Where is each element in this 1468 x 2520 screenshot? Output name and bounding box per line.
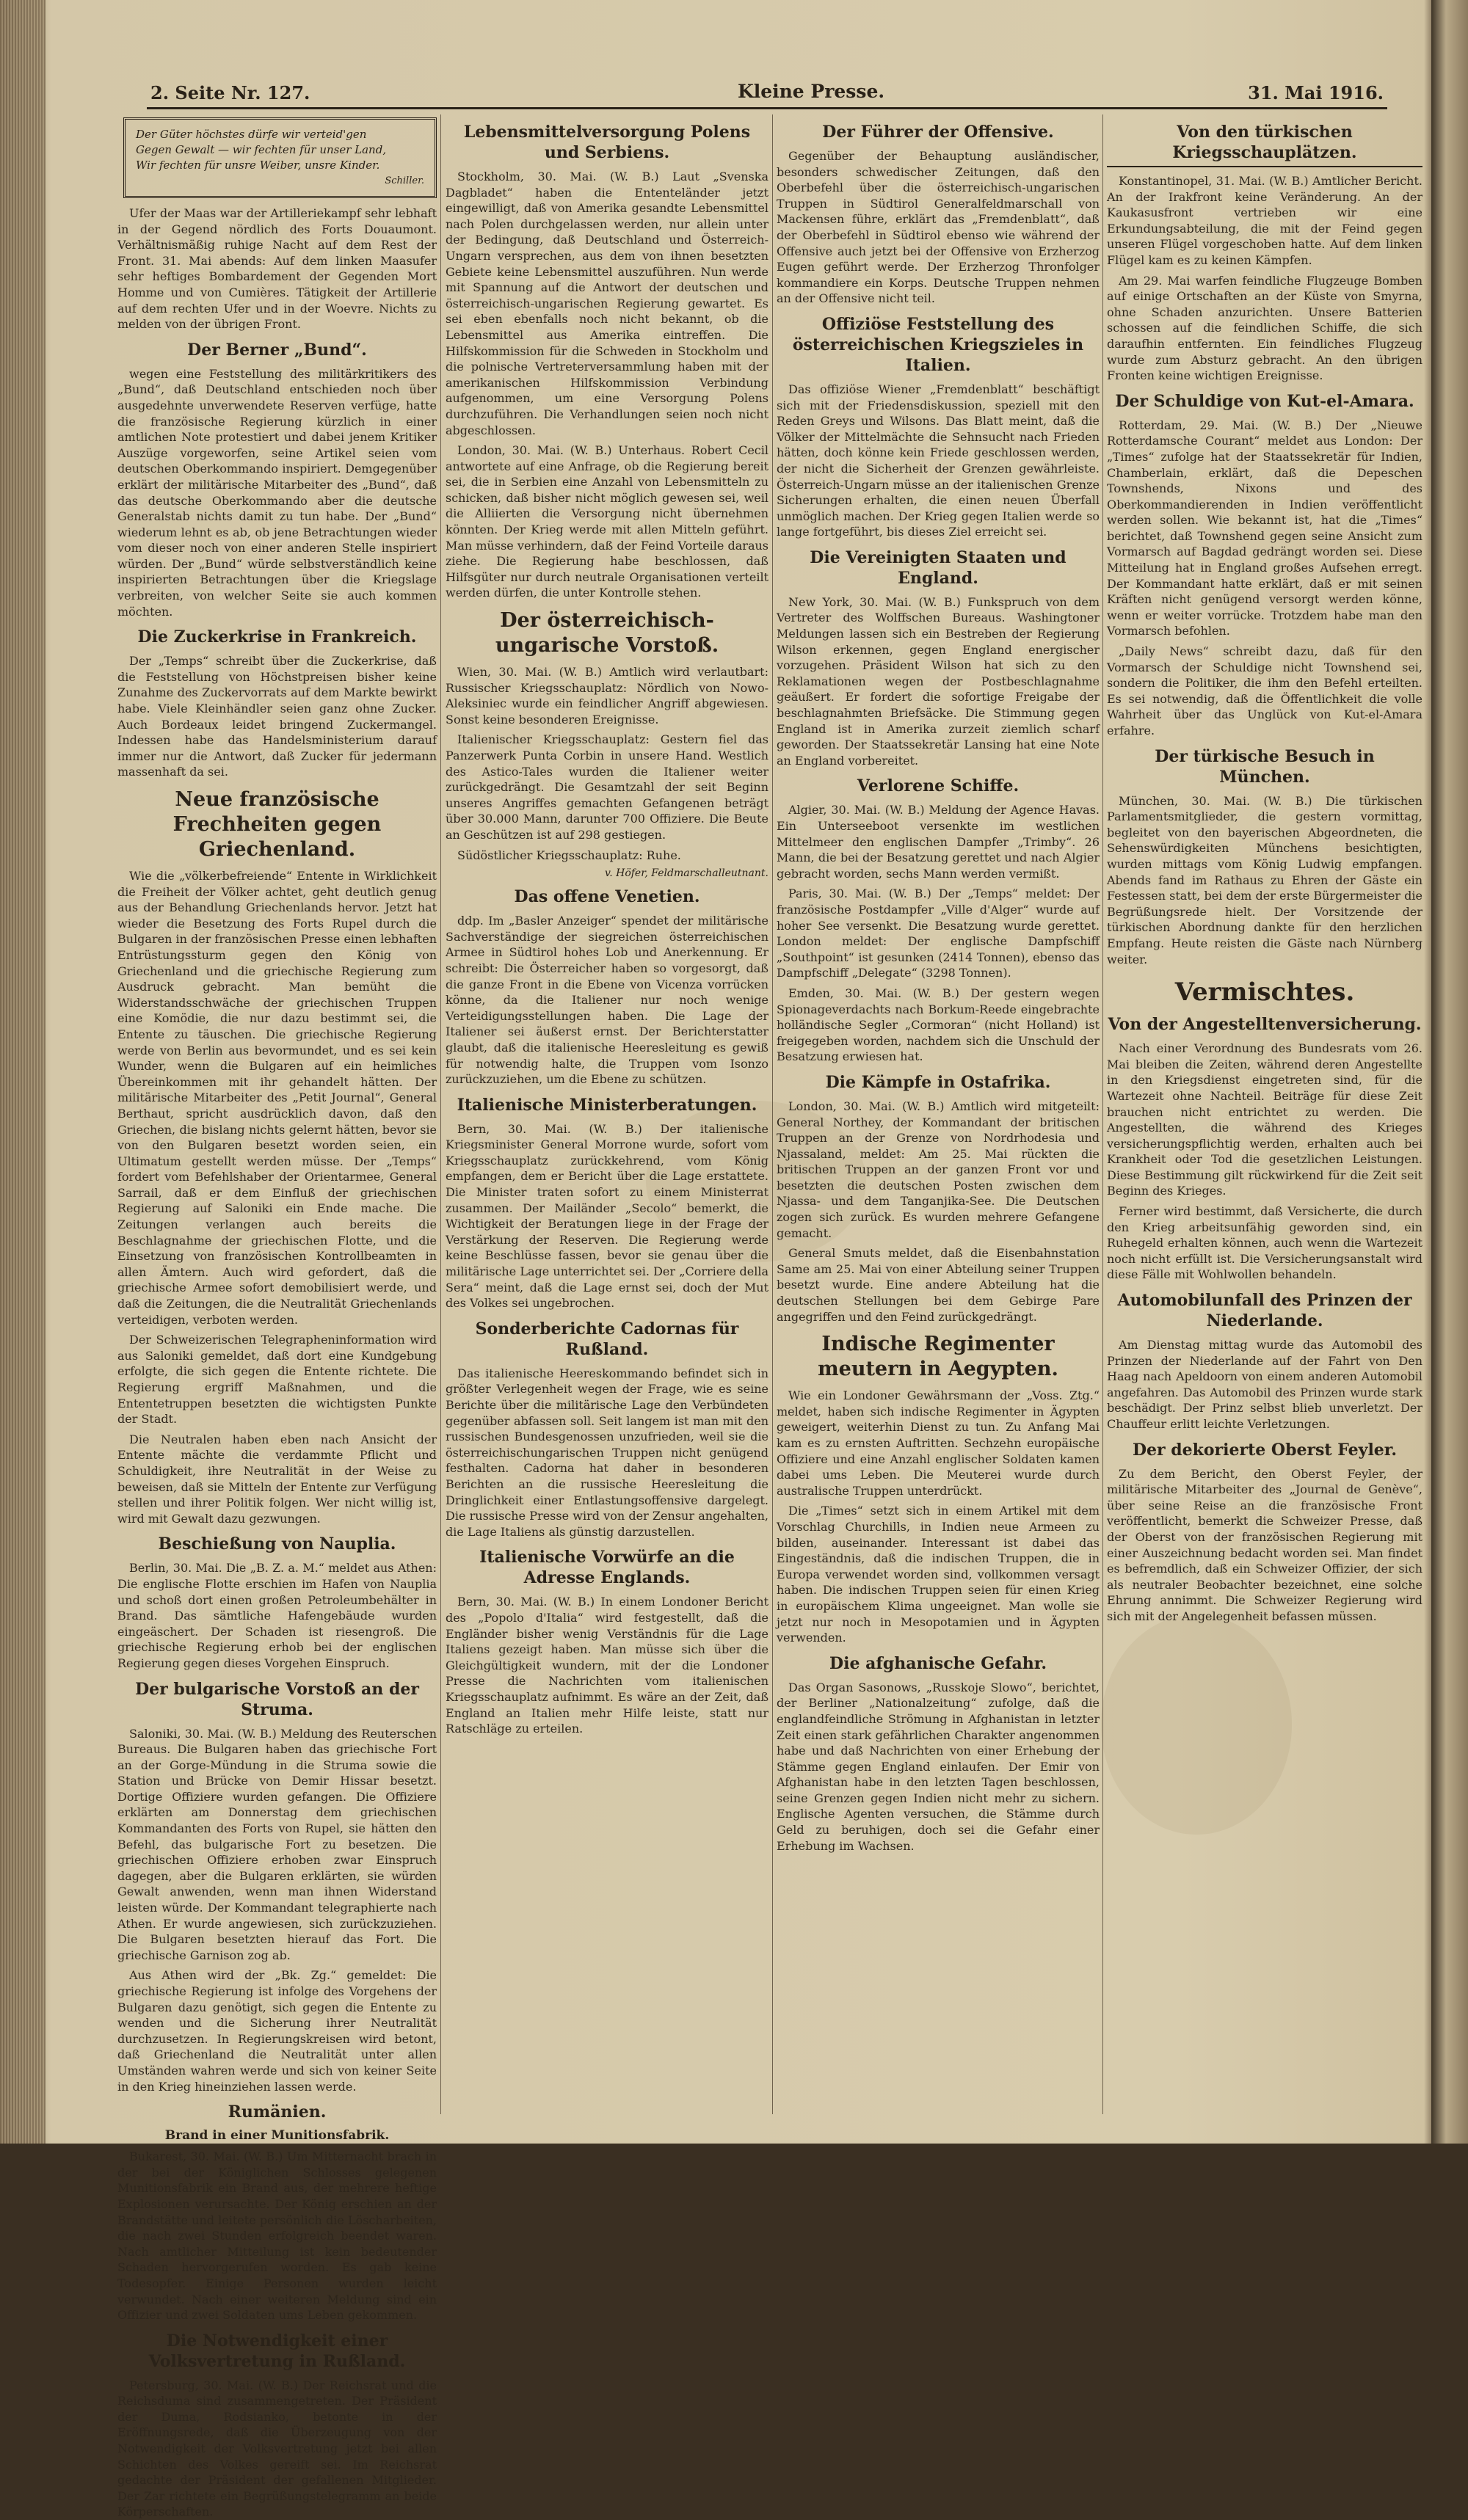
article-text: New York, 30. Mai. (W. B.) Funkspruch von dem Vertreter des Wolffschen Bureaus. Washingtoner Meldungen lassen sich ein Bestreben der Regierung Wilson erkennen, gegen England energischer vorzugehen. Präsident Wilson hat sich zu den Reklamationen wegen der Postbeschlagnahme geäußert. Er fordert die sofortige Freigabe der beschlagnahmten Briefsäcke. Die Stimmung gegen England ist in Amerika zurzeit ziemlich scharf geworden. Der Staatssekretär Lansing hat eine Note an England vorbereitet. <box>777 594 1100 768</box>
headline: Neue französische Frechheiten gegen Griechenland. <box>172 788 382 861</box>
article-text: Der „Temps“ schreibt über die Zuckerkrise, daß die Feststellung von Höchstpreisen bisher keine Zunahme des Zuckervorrats auf dem Markte bewirkt habe. Viele Kleinhändler seien ganz ohne Zucker. Auch Bordeaux leidet bringend Zuckermangel. Indessen habe das Handelsministerium darauf immer nur die Antwort, daß Zucker für jedermann massenhaft da sei. <box>117 654 437 779</box>
headline: Die Kämpfe in Ostafrika. <box>825 1072 1051 1092</box>
headline: Die Notwendigkeit einer Volksvertretung in Rußland. <box>148 2331 406 2371</box>
subheadline: Brand in einer Munitionsfabrik. <box>164 2128 390 2144</box>
column-4 <box>1107 114 1422 2114</box>
poem-line: Wir fechten für unsre Weiber, unsre Kinder. <box>136 159 380 172</box>
article-text: Rotterdam, 29. Mai. (W. B.) Der „Nieuwe Rotterdamsche Courant“ meldet aus London: Der „Times“ zufolge hat der Staatssekretär für Indien, Chamberlain, erklärt, daß die Depeschen Townshends, Nixons und des Oberkommandierenden in Indien veröffentlicht werden sollen. Wie bekannt ist, hat die „Times“ berichtet, daß Townshend gegen seine Ansicht zum Vormarsch auf Bagdad gedrängt worden sei. Diese Mitteilung hat in England großes Aufsehen erregt. Der Kommandant hatte erklärt, daß er mit seinen Kräften nicht genügend versorgt werden könne, wenn er weiter vorrücke. Trotzdem habe man den Vormarsch befohlen. <box>1107 418 1422 638</box>
headline: Der Führer der Offensive. <box>822 123 1054 142</box>
article-text: wegen eine Feststellung des militärkritikers des „Bund“, daß Deutschland entschieden noch über ausgedehnte unverwendete Reserven verfüge, hatte die französische Regierung kürzlich in einer amtlichen Note protestiert und dabei jenem Kritiker Auszüge vorgeworfen, seine Artikel seien vom deutschen Oberkommando inspiriert. Demgegenüber erklärt der militärische Mitarbeiter des „Bund“, daß das deutsche Oberkommando aber die deutsche Generalstab nichts damit zu tun habe. Der „Bund“ wiederum lehnt es ab, ob jene Betrachtungen wieder vom dieser noch von einer anderen Stelle inspiriert würden. Der „Bund“ würde selbstverständlich keine inspirierten Betrachtungen über die Kriegslage verbreiten, von welcher Seite sie auch kommen möchten. <box>117 366 437 619</box>
column-separator <box>440 114 441 2114</box>
article-text: Algier, 30. Mai. (W. B.) Meldung der Agence Havas. Ein Unterseeboot versenkte im westlichen Mittelmeer den englischen Dampfer „Trimby“. 26 Mann, die bei der Besatzung gerettet und nach Algier gebracht worden, sechs Mann werden vermißt. <box>777 803 1100 881</box>
article-text: Italienischer Kriegsschauplatz: Gestern fiel das Panzerwerk Punta Corbin in unsere Hand. Westlich des Astico-Tales wurden die Italiener weiter zurückgedrängt. Die Gesamtzahl der seit Beginn unseres Angriffes gemachten Gefangenen beträgt über 30.000 Mann, darunter 700 Offiziere. Die Beute an Geschützen ist auf 298 gestiegen. <box>446 732 768 842</box>
column-1 <box>117 114 437 2519</box>
headline: Rumänien. <box>228 2102 327 2122</box>
article-text: München, 30. Mai. (W. B.) Die türkischen Parlamentsmitglieder, die gestern vormittag, begleitet von den bayerischen Abgeordneten, die Sehenswürdigkeiten Münchens besichtigten, wurden mittags vom König Ludwig empfangen. Abends fand im Rathaus zu Ehren der Gäste ein Festessen statt, bei dem der erste Bürgermeister die Begrüßungsrede hielt. Der Vorsitzende der türkischen Abordnung dankte für den herzlichen Empfang. Heute reisten die Gäste nach Nürnberg weiter. <box>1107 793 1422 966</box>
masthead: Kleine Presse. <box>738 81 885 102</box>
headline: Der bulgarische Vorstoß an der Struma. <box>135 1679 419 1719</box>
article-text: Emden, 30. Mai. (W. B.) Der gestern wegen Spionageverdachts nach Borkum-Reede eingebrachte holländische Segler „Cormoran“ (nicht Holland) ist freigegeben worden, nachdem sich die Unschuld der Besatzung erwiesen hat. <box>777 986 1100 1064</box>
article-text: Wie die „völkerbefreiende“ Entente in Wirklichkeit die Freiheit der Völker achtet, geht deutlich genug aus der Behandlung Griechenlands hervor. Jetzt hat wieder die Besetzung des Forts Rupel durch die Bulgaren in der französischen Presse einen lebhaften Entrüstungssturm gegen den König von Griechenland und die griechische Regierung zum Ausdruck gebracht. Man bemüht die Widerstandsschwäche der griechischen Truppen eine Komödie, die nur dazu bestimmt sei, die Entente zu täuschen. Die griechische Regierung werde von Berlin aus bevormundet, und es sei kein Wunder, wenn die Bulgaren auf ein heimliches Übereinkommen mit ihr gehandelt hätten. Der militärische Mitarbeiter des „Petit Journal“, General Berthaut, spricht ausdrücklich davon, daß den Griechen, die bislang nichts gelernt hätten, bevor sie von den Bulgaren besetzt worden seien, ein Ultimatum gestellt werden müsse. Der „Temps“ fordert vom Befehlshaber der Orientarmee, General Sarrail, daß er dem Einfluß der griechischen Regierung auf Saloniki ein Ende mache. Die Zeitungen verlangen auch bereits die Beschlagnahme der griechischen Flotte, und die Einsetzung von französischen Kontrollbeamten in allen Ämtern. Auch wird gefordert, daß die griechische Armee sofort demobilisiert werde, und daß die Zeitungen, die die Neutralität Griechenlands verteidigen, verboten werden. <box>117 869 437 1327</box>
article-text: Die „Times“ setzt sich in einem Artikel mit dem Vorschlag Churchills, in Indien neue Armeen zu bilden, auseinander. Interessant ist dabei das Eingeständnis, daß die indischen Truppen, die in Europa verwendet worden sind, vollkommen versagt haben. Die indischen Truppen seien für einen Krieg in europäischem Klima ungeeignet. Man wolle sie jetzt nur noch in Mesopotamien und in Ägypten verwenden. <box>777 1504 1100 1645</box>
next-page-edge <box>1431 0 1468 2144</box>
page-number: 2. Seite Nr. 127. <box>150 82 310 103</box>
page-header <box>150 76 1384 106</box>
article-text: Berlin, 30. Mai. Die „B. Z. a. M.“ meldet aus Athen: Die englische Flotte erschien im Hafen von Nauplia und schoß dort einen großen Petroleumbehälter in Brand. Das sämtliche Hafengebäude wurden eingeäschert. Der Schaden ist riesengroß. Die griechische Regierung erhob bei der englischen Regierung gegen dieses Vorgehen Einspruch. <box>117 1561 437 1670</box>
headline: Der Berner „Bund“. <box>187 340 367 360</box>
column-3 <box>777 114 1100 2114</box>
poem-line: Gegen Gewalt — wir fechten für unser Land, <box>136 143 387 156</box>
article-text: Bern, 30. Mai. (W. B.) Der italienische Kriegsminister General Morrone wurde, sofort vom Kriegsschauplatz zurückkehrend, vom König empfangen, dem er Bericht über die Lage erstattete. Die Minister traten sofort zu einem Ministerrat zusammen. Der Mailänder „Secolo“ bemerkt, die Wichtigkeit der Beratungen liege in der Frage der Verstärkung der Reserven. Die Regierung werde keine Beschlüsse fassen, bevor sie genau über die militärische Lage unterrichtet sei. Der „Corriere della Sera“ meint, daß die Lage ernst sei, doch der Mut des Volkes sei ungebrochen. <box>446 1121 768 1311</box>
article-text: Wie ein Londoner Gewährsmann der „Voss. Ztg.“ meldet, haben sich indische Regimenter in Ägypten geweigert, weiterhin Dienst zu tun. Zu Anfang Mai kam es zu ernsten Auftritten. Sechzehn europäische Offiziere und eine Anzahl englischer Soldaten kamen dabei ums Leben. Die Meuterei wurde durch australische Truppen unterdrückt. <box>777 1388 1100 1498</box>
headline: Von der Angestelltenversicherung. <box>1108 1015 1422 1035</box>
column-separator <box>1102 114 1103 2114</box>
headline: Der türkische Besuch in München. <box>1155 746 1375 787</box>
headline: Italienische Ministerberatungen. <box>457 1095 757 1115</box>
headline: Automobilunfall des Prinzen der Niederlande. <box>1117 1291 1412 1331</box>
headline: Der österreichisch-ungarische Vorstoß. <box>495 609 719 658</box>
article-text: Der Schweizerischen Telegrapheninformation wird aus Saloniki gemeldet, daß dort eine Kundgebung erfolgte, die sich gegen die Entente richtete. Die Regierung ergriff Maßnahmen, und die Ententetruppen besetzten die wichtigsten Punkte der Stadt. <box>117 1333 437 1427</box>
article-text: ddp. Im „Basler Anzeiger“ spendet der militärische Sachverständige der siegreichen österreichischen Armee in Südtirol hohes Lob und Anerkennung. Er schreibt: Die Österreicher haben so vorgesorgt, daß die ganze Front in die Ebene von Vicenza vorrücken könne, da die Italiener nur noch wenige Verteidigungsstellungen haben. Die Lage der Italiener sei äußerst ernst. Der Berichterstatter glaubt, daß die italienische Heeresleitung es gewiß für notwendig halte, die Truppen vom Isonzo zurückzuziehen, um die Ebene zu schützen. <box>446 914 768 1087</box>
headline: Lebensmittelversorgung Polens und Serbiens. <box>463 123 751 162</box>
article-text: Gegenüber der Behauptung ausländischer, besonders schwedischer Zeitungen, daß den Oberbefehl über die österreichisch-ungarischen Truppen in Südtirol Generalfeldmarschall von Mackensen führe, erklärt das „Fremdenblatt“, daß der Oberbefehl in Südtirol ebenso wie während der Offensive auch jetzt bei der Offensive von Erzherzog Eugen geführt werde. Der Erzherzog Thronfolger kommandiere ein Korps. Deutsche Truppen nehmen an der Offensive nicht teil. <box>777 149 1100 306</box>
headline: Italienische Vorwürfe an die Adresse Englands. <box>479 1548 735 1588</box>
headline: Verlorene Schiffe. <box>857 776 1020 796</box>
headline: Der Schuldige von Kut-el-Amara. <box>1115 391 1414 411</box>
column-2 <box>446 114 768 2114</box>
article-text: Das italienische Heereskommando befindet sich in größter Verlegenheit wegen der Frage, wie es seine Berichte über die militärische Lage den Verbündeten gegenüber abfassen soll. Seit langem ist man mit den russischen Bundesgenossen unzufrieden, weil sie die österreichischungarischen Truppen nicht genügend festhalten. Cadorna hat daher in besonderen Berichten an die russische Heeresleitung die Dringlichkeit einer Entlastungsoffensive dargelegt. Die russische Presse wird von der Zensur angehalten, die Lage Italiens als günstig darzustellen. <box>446 1366 768 1539</box>
article-text: Ufer der Maas war der Artilleriekampf sehr lebhaft in der Gegend nördlich des Forts Douaumont. Verhältnismäßig ruhige Nacht auf dem Rest der Front. 31. Mai abends: Auf dem linken Maasufer sehr heftiges Bombardement der Gegenden Mort Homme und von Cumières. Tätigkeit der Artillerie auf dem rechten Ufer und in der Woevre. Nichts zu melden von der übrigen Front. <box>117 206 437 332</box>
article-text: Nach einer Verordnung des Bundesrats vom 26. Mai bleiben die Zeiten, während deren Angestellte in den Kriegsdienst eingetreten sind, für die Wartezeit ohne Nachteil. Beiträge für diese Zeit brauchen nicht entrichtet zu werden. Die Angestellten, die während des Krieges versicherungspflichtig werden, erhalten auch bei Krankheit oder Tod die gesetzlichen Leistungen. Diese Bestimmung gilt rückwirkend für die Zeit seit Beginn des Krieges. <box>1107 1041 1422 1198</box>
article-text: Am 29. Mai warfen feindliche Flugzeuge Bomben auf einige Ortschaften an der Küste von Smyrna, ohne Schaden anzurichten. Unsere Batterien schossen auf die feindlichen Schiffe, die sich daraufhin entfernten. Ein feindliches Flugzeug wurde zum Absturz gebracht. An den übrigen Fronten keine wichtigen Ereignisse. <box>1107 273 1422 383</box>
article-text: General Smuts meldet, daß die Eisenbahnstation Same am 25. Mai von einer Abteilung seiner Truppen besetzt wurde. Eine andere Abteilung hat die deutschen Stellungen bei dem Gebirge Pare angegriffen und den Feind zurückgedrängt. <box>777 1246 1100 1324</box>
headline: Indische Regimenter meutern in Aegypten. <box>818 1333 1058 1381</box>
headline: Der dekorierte Oberst Feyler. <box>1132 1440 1398 1460</box>
headline: Das offene Venetien. <box>514 887 700 907</box>
binding-edge <box>0 0 46 2144</box>
headline: Beschießung von Nauplia. <box>158 1534 396 1554</box>
article-text: Wien, 30. Mai. (W. B.) Amtlich wird verlautbart: Russischer Kriegsschauplatz: Nördlich von Nowo-Aleksiniec wurde ein feindlicher Angriff abgewiesen. Sonst keine besonderen Ereignisse. <box>446 665 768 726</box>
signature: v. Höfer, Feldmarschalleutnant. <box>604 867 768 880</box>
headline: Die Zuckerkrise in Frankreich. <box>137 627 417 647</box>
poem-line: Der Güter höchstes dürfe wir verteid'gen <box>136 128 367 141</box>
article-text: Die Neutralen haben eben nach Ansicht der Entente mächte die verdammte Pflicht und Schuldigkeit, ihre Neutralität in der Weise zu beweisen, daß sie Mitteln der Entente zur Verfügung stellen und ihrer Politik folgen. Wer nicht willig ist, wird mit Gewalt dazu gezwungen. <box>117 1432 437 1526</box>
article-text: Petersburg, 30. Mai. (W. B.) Der Reichsrat und die Reichsduma sind zusammengetreten. Der Präsident der Duma, Rodsianko, betonte in der Eröffnungsrede, daß die Überzeugung von der Notwendigkeit der Volksvertretung jetzt bei allen Schichten des Volkes gereift sei. Im Reichsrat gedachte der Präsident der gefallenen Mitglieder. Der Zar richtete ein Begrüßungstelegramm an beide Körperschaften. <box>117 2378 437 2519</box>
headline: Die Vereinigten Staaten und England. <box>810 547 1067 588</box>
article-text: Südöstlicher Kriegsschauplatz: Ruhe. <box>457 848 681 862</box>
article-text: „Daily News“ schreibt dazu, daß für den Vormarsch der Schuldige nicht Townshend sei, sondern die Politiker, die ihm den Befehl erteilten. Es sei notwendig, daß die Öffentlichkeit die volle Wahrheit über das Unglück von Kut-el-Amara erfahre. <box>1107 644 1422 738</box>
article-text: Das Organ Sasonows, „Russkoje Slowo“, berichtet, der Berliner „Nationalzeitung“ zufolge, daß die englandfeindliche Strömung in Afghanistan in letzter Zeit einen stark gefährlichen Charakter angenommen habe und daß Nachrichten von einer Erhebung der Stämme gegen England einlaufen. Der Emir von Afghanistan habe in den letzten Tagen beschlossen, seine Grenzen gegen Indien nicht mehr zu sichern. Englische Agenten versuchen, die Stämme durch Geld zu beruhigen, doch sei die Gefahr einer Erhebung im Wachsen. <box>777 1680 1100 1853</box>
article-text: Aus Athen wird der „Bk. Zg.“ gemeldet: Die griechische Regierung ist infolge des Vorgehens der Bulgaren dazu genötigt, sich gegen die Entente zu wenden und die Sicherung ihrer Neutralität durchzusetzen. In Regierungskreisen wird betont, daß Griechenland die Neutralität unter allen Umständen wahren werde und sich von keiner Seite in den Krieg hineinziehen lassen werde. <box>117 1968 437 2094</box>
issue-date: 31. Mai 1916. <box>1248 82 1384 103</box>
article-text: Paris, 30. Mai. (W. B.) Der „Temps“ meldet: Der französische Postdampfer „Ville d'Alger“ wurde auf hoher See versenkt. Die Besatzung wurde gerettet. London meldet: Der englische Dampfschiff „Southpoint“ ist gesunken (2414 Tonnen), ebenso das Dampfschiff „Delegate“ (3298 Tonnen). <box>777 886 1100 980</box>
headline: Sonderberichte Cadornas für Rußland. <box>475 1319 739 1359</box>
headline: Offiziöse Feststellung des österreichischen Kriegszieles in Italien. <box>792 314 1084 375</box>
article-text: Das offiziöse Wiener „Fremdenblatt“ beschäftigt sich mit der Friedensdiskussion, speziell mit den Reden Greys und Wilsons. Das Blatt meint, daß die Völker der Mittelmächte die Sehnsucht nach Frieden hätten, doch könne kein Friede geschlossen werden, der nicht die Sicherheit der Grenzen gewährleiste. Österreich-Ungarn müsse an der italienischen Grenze Sicherungen erhalten, die einen neuen Überfall unmöglich machen. Der Krieg gegen Italien werde so lange fortgeführt, bis dieses Ziel erreicht sei. <box>777 382 1100 539</box>
article-text: Konstantinopel, 31. Mai. (W. B.) Amtlicher Bericht. An der Irakfront keine Veränderung. An der Kaukasusfront vertrieben wir eine Erkundungsabteilung, die mit der Feind gegen unseren Flügel vorgeschoben hatte. Auf dem linken Flügel kam es zu keinen Kämpfen. <box>1107 174 1422 267</box>
article-text: Bukarest, 30. Mai. (W. B.) Um Mitternacht brach in der bei der Königlichen Schlosses gelegenen Munitionsfabrik ein Brand aus, der mehrere heftige Explosionen verursachte. Der König erschien an der Brandstätte und leitete persönlich die Löscharbeiten, die nach zwei Stunden erfolgreich beendet waren. Nach amtlicher Mitteilung ist kein bedeutender Schaden hervorgerufen worden. Es gab keine Todesopfer. Einige Personen wurden leicht verwundet. Nach einer weiteren Meldung sind ein Offizier und zwei Soldaten ums Leben gekommen. <box>117 2149 437 2323</box>
article-text: Am Dienstag mittag wurde das Automobil des Prinzen der Niederlande auf der Fahrt von Den Haag nach Apeldoorn von einem anderen Automobil angefahren. Das Automobil des Prinzen wurde stark beschädigt. Der Prinz selbst blieb unverletzt. Der Chauffeur erlitt leichte Verletzungen. <box>1107 1338 1422 1431</box>
header-rule <box>147 107 1387 109</box>
article-text: Stockholm, 30. Mai. (W. B.) Laut „Svenska Dagbladet“ haben die Ententeländer jetzt eingewilligt, daß von Amerika gesandte Lebensmittel nach Polen durchgelassen werden, nur allein unter der Bedingung, daß Deutschland und Österreich-Ungarn versprechen, aus dem von ihnen besetzten Gebiete keine Lebensmittel auszuführen. Nun werde mit Spannung auf die Antwort der deutschen und österreichisch-ungarischen Regierung gewartet. Es sei eben ebenfalls noch nicht bekannt, ob die Lebensmittel aus Amerika eintreffen. Die Hilfskommission für die Schweden in Stockholm und die polnische Vertreterversammlung haben mit der amerikanischen Hilfskommission Verbindung aufgenommen, um eine Versorgung Polens durchzuführen. Die Verhandlungen seien noch nicht abgeschlossen. <box>446 170 768 437</box>
article-text: Bern, 30. Mai. (W. B.) In einem Londoner Bericht des „Popolo d'Italia“ wird festgestellt, daß die Engländer bisher wenig Verständnis für die Lage Italiens gezeigt haben. Man müsse sich über die Gleichgültigkeit wundern, mit der die Londoner Presse die Nachrichten vom italienischen Kriegsschauplatz aufnimmt. Es wäre an der Zeit, daß England an Italien mehr Hilfe leiste, statt nur Ratschläge zu erteilen. <box>446 1595 768 1736</box>
poem-author: Schiller. <box>385 175 424 186</box>
article-text: London, 30. Mai. (W. B.) Unterhaus. Robert Cecil antwortete auf eine Anfrage, ob die Regierung bereit sei, die in Serbien eine Anzahl von Lebensmitteln zu schicken, daß bisher nicht möglich gewesen sei, weil die Alliierten die Versorgung nicht übernehmen könnten. Der Krieg werde mit allen Mitteln geführt. Man müsse verhindern, daß der Feind Vorteile daraus ziehe. Die Regierung habe beschlossen, daß Hilfsgüter nur durch neutrale Organisationen verteilt werden dürfen, die unter Kontrolle stehen. <box>446 443 768 600</box>
poem-box <box>123 117 437 198</box>
article-text: Saloniki, 30. Mai. (W. B.) Meldung des Reuterschen Bureaus. Die Bulgaren haben das griechische Fort an der Gorge-Mündung in die Struma sowie die Station und Brücke von Demir Hissar besetzt. Dortige Offiziere wurden gefangen. Die Offiziere erklärten am Donnerstag dem griechischen Kommandanten des Forts von Rupel, sie hätten den Befehl, das bulgarische Fort zu besetzen. Die griechischen Offiziere erhoben zwar Einspruch dagegen, aber die Bulgaren erklärten, sie würden Gewalt anwenden, wenn man ihnen Widerstand leisten würde. Der Kommandant telegraphierte nach Athen. Er wurde angewiesen, sich zurückzuziehen. Die Bulgaren besetzten hierauf das Fort. Die griechische Garnison zog ab. <box>117 1726 437 1962</box>
column-separator <box>772 114 773 2114</box>
article-text: Zu dem Bericht, den Oberst Feyler, der militärische Mitarbeiter des „Journal de Genève“, über seine Reise an die französische Front veröffentlicht, bemerkt die Schweizer Presse, daß der Oberst von der französischen Regierung mit einer Auszeichnung bedacht worden sei. Man findet es befremdlich, daß ein Schweizer Offizier, der sich als neutraler Beobachter bezeichnet, eine solche Ehrung annimmt. Die Schweizer Regierung wird sich mit der Angelegenheit befassen müssen. <box>1107 1466 1422 1623</box>
headline: Von den türkischen Kriegsschauplätzen. <box>1107 122 1422 167</box>
article-text: London, 30. Mai. (W. B.) Amtlich wird mitgeteilt: General Northey, der Kommandant der britischen Truppen an der Grenze von Nordrhodesia und Njassaland, meldet: Am 25. Mai rückten die britischen Truppen an der ganzen Front vor und besetzten die deutschen Posten zwischen dem Njassa- und dem Tanganjika-See. Die Deutschen zogen sich zurück. Es wurden mehrere Gefangene gemacht. <box>777 1099 1100 1240</box>
section-headline: Vermischtes. <box>1174 977 1355 1008</box>
headline: Die afghanische Gefahr. <box>829 1653 1047 1673</box>
article-text: Ferner wird bestimmt, daß Versicherte, die durch den Krieg arbeitsunfähig geworden sind, ein Ruhegeld erhalten können, auch wenn die Wartezeit noch nicht erfüllt ist. Die Versicherungsanstalt wird diese Fälle mit Wohlwollen behandeln. <box>1107 1204 1422 1282</box>
